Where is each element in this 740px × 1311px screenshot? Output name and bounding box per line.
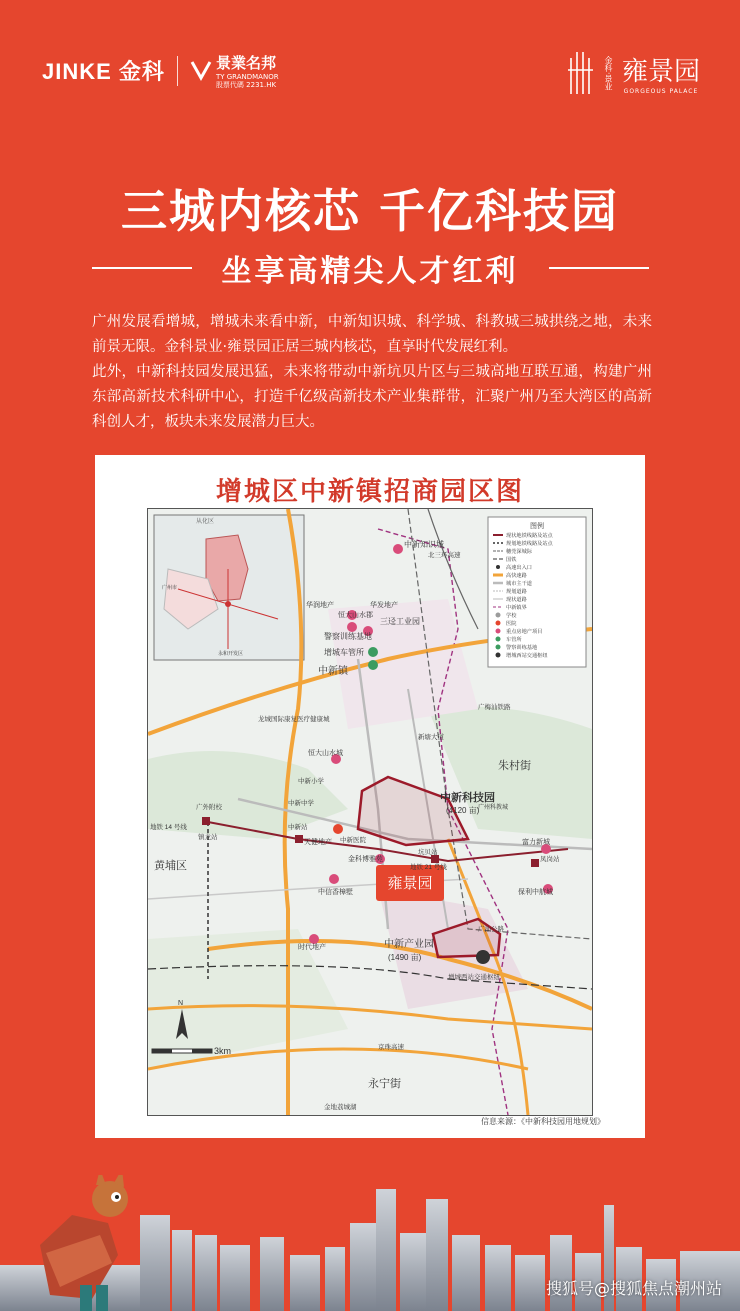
zoning-map [147, 508, 593, 1116]
map-label: 时代地产 [298, 944, 326, 951]
project-marker-label: 雍景园 [387, 874, 433, 892]
map-label: 广外附校 [196, 804, 222, 811]
map-label: 增城西站交通枢纽 [448, 974, 500, 981]
map-label: 中新科技园 [440, 792, 495, 804]
svg-text:广州市: 广州市 [162, 585, 178, 591]
map-label: 永宁街 [368, 1078, 401, 1090]
map-legend [488, 517, 586, 667]
legend-item: 规划地铁线路及站点 [506, 541, 553, 547]
map-label: 京珠高速 [378, 1044, 404, 1051]
map-label: 广汕公路 [478, 926, 504, 933]
palace-mark-icon [567, 48, 595, 98]
map-label: (4120 亩) [446, 806, 480, 815]
legend-item: 现状道路 [506, 597, 527, 603]
map-label: 地铁 21 号线 [410, 864, 447, 871]
legend-item: 国铁 [506, 557, 517, 563]
map-label: 中新产业园 [384, 939, 434, 950]
project-logo: 金科·景业 雍景园 GORGEOUS PALACE [567, 48, 700, 98]
map-label: 新塘大道 [418, 734, 444, 741]
legend-item: 中新镇界 [506, 605, 527, 611]
legend-item: 车管所 [506, 637, 522, 643]
map-label: 中新医院 [340, 837, 366, 844]
jingye-logo: 景業名邦 TY GRANDMANOR 股票代碼 2231.HK [190, 52, 279, 89]
legend-item: 穗莞深城际 [506, 549, 532, 555]
jingye-mark-icon [190, 60, 212, 82]
map-label: 华润地产 [306, 602, 334, 609]
map-label: 北三环高速 [428, 552, 461, 559]
svg-text:从化区: 从化区 [196, 519, 215, 525]
map-label: 金地荔城湖 [324, 1104, 357, 1111]
legend-item: 医院 [506, 621, 517, 627]
map-label: 朱村街 [498, 760, 531, 772]
map-label: 天健地产 [304, 839, 332, 846]
paragraph-2: 此外，中新科技园发展迅猛，未来将带动中新坑贝片区与三城高地互联互通，构建广州东部高新技术科研中心，打造千亿级高新技术产业集群带，汇聚广州乃至大湾区的高新科创人才，板块未来发展潜力巨大。 [92, 364, 652, 430]
legend-item: 高速出入口 [506, 565, 532, 571]
map-label: 保利中航城 [518, 889, 553, 896]
map-label: 中新小学 [298, 778, 324, 785]
map-title: 增城区中新镇招商园区图 [215, 477, 524, 507]
legend-item: 警察训练基地 [506, 645, 538, 651]
svg-text:永和开发区: 永和开发区 [218, 651, 244, 657]
map-graphic [148, 509, 592, 1115]
legend-item: 城市主干道 [506, 581, 532, 587]
map-label: 警察训练基地 [324, 632, 372, 641]
map-label: 增城车管所 [324, 648, 364, 657]
map-label: 恒大山水城 [308, 750, 343, 757]
legend-item: 重点房地产项目 [506, 629, 543, 635]
map-label: 恒大山水郡 [338, 612, 373, 619]
legend-item: 规划道路 [506, 589, 527, 595]
map-label: 中信香樟墅 [318, 889, 353, 896]
map-label: 中新镇 [318, 666, 348, 677]
map-label: 镇龙站 [198, 834, 218, 841]
map-label: 坑贝站 [418, 849, 438, 856]
map-label: 广梅汕铁路 [478, 704, 511, 711]
legend-title: 图例 [530, 523, 544, 530]
page-title: 三城内核芯 千亿科技园 [120, 184, 619, 238]
legend-item: 增城西站交通枢纽 [506, 653, 548, 659]
map-label: 地铁 14 号线 [150, 824, 187, 831]
map-label: 凤岗站 [540, 856, 560, 863]
map-label: 金科博雅苑 [348, 856, 383, 863]
brand-left [42, 52, 279, 89]
map-label: 中新中学 [288, 800, 314, 807]
map-card [95, 455, 645, 1138]
jinke-logo: JINKE 金科 [42, 59, 165, 84]
svg-text:N: N [178, 1000, 184, 1007]
svg-text:3km: 3km [214, 1046, 232, 1056]
map-label: 三迳工业园 [380, 617, 420, 626]
map-label: 中新知识城 [404, 540, 444, 549]
divider [549, 267, 649, 269]
divider [92, 267, 192, 269]
map-label: 广州科教城 [478, 805, 509, 811]
map-label: 中新站 [288, 824, 308, 831]
map-label: 富力新城 [522, 839, 550, 846]
watermark: 搜狐号@搜狐焦点潮州站 [545, 1279, 722, 1298]
subtitle-row [0, 246, 740, 290]
inset-map [154, 515, 304, 660]
legend-item: 学校 [506, 613, 517, 619]
map-label: 华发地产 [370, 602, 398, 609]
map-label: 龙城国际康复医疗健康城 [258, 716, 330, 723]
map-label: (1490 亩) [388, 953, 422, 962]
brand-divider [177, 56, 178, 86]
legend-item: 现状地铁线路及站点 [506, 533, 553, 539]
map-label: 黄埔区 [154, 860, 187, 872]
subtitle: 坐享高精尖人才红利 [221, 254, 519, 289]
legend-item: 高快速路 [506, 573, 527, 579]
map-source: 信息来源：《中新科技园用地规划》 [481, 1117, 605, 1126]
paragraph-1: 广州发展看增城，增城未来看中新，中新知识城、科学城、科教城三城拱绕之地，未来前景无限。金科景业·雍景园正居三城内核芯，直享时代发展红利。 [92, 314, 652, 355]
